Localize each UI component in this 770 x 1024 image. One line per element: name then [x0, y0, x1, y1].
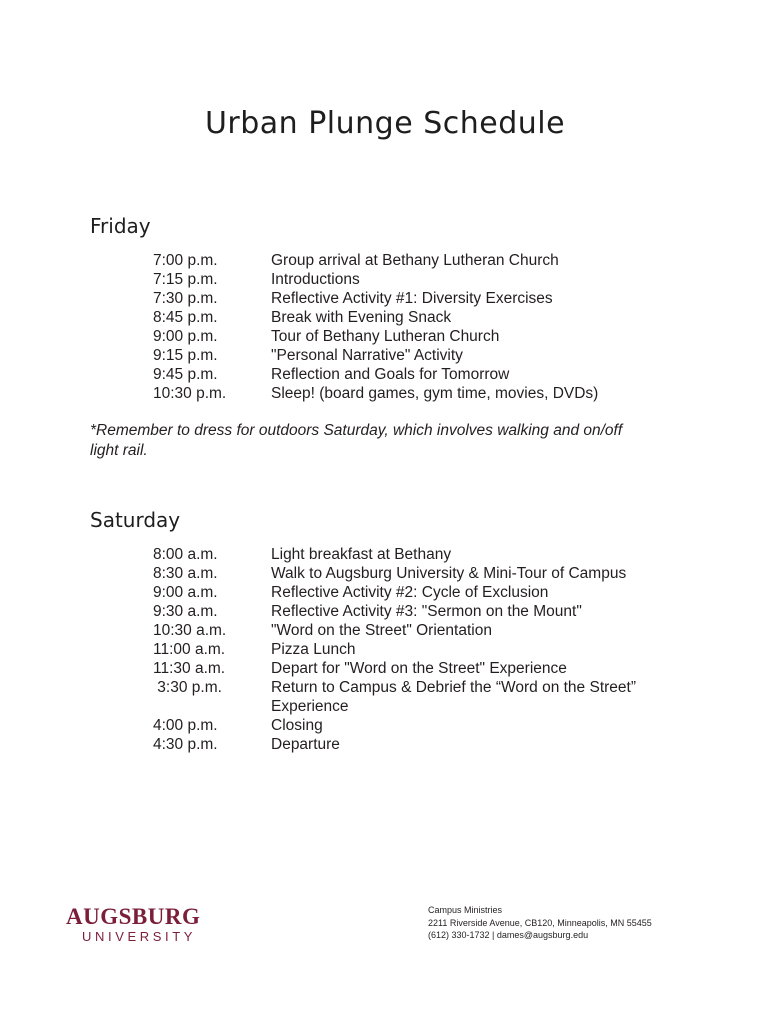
schedule-time: 8:00 a.m. — [153, 546, 218, 563]
contact-department: Campus Ministries — [428, 905, 503, 915]
schedule-time: 11:30 a.m. — [153, 660, 226, 677]
schedule-row — [153, 602, 713, 621]
schedule-row — [153, 735, 713, 754]
schedule-row — [153, 564, 713, 583]
schedule-row — [153, 640, 713, 659]
schedule-row — [153, 308, 713, 327]
schedule-time: 7:15 p.m. — [153, 271, 218, 288]
schedule-desc: Reflection and Goals for Tomorrow — [271, 366, 510, 383]
schedule-desc: Tour of Bethany Lutheran Church — [271, 328, 500, 345]
logo-wordmark: AUGSBURG — [66, 904, 201, 929]
saturday-heading: Saturday — [90, 508, 181, 532]
friday-heading: Friday — [90, 214, 151, 238]
schedule-desc: Reflective Activity #3: "Sermon on the Mount" — [271, 603, 582, 620]
page-title: Urban Plunge Schedule — [204, 106, 566, 141]
schedule-row — [153, 621, 713, 640]
schedule-row — [153, 678, 713, 716]
schedule-time: 9:15 p.m. — [153, 347, 218, 364]
schedule-time: 9:00 p.m. — [153, 328, 218, 345]
schedule-desc: Break with Evening Snack — [271, 309, 452, 326]
schedule-time: 10:30 a.m. — [153, 622, 227, 639]
friday-schedule — [153, 251, 713, 403]
schedule-row — [153, 251, 713, 270]
schedule-row — [153, 659, 713, 678]
saturday-schedule — [153, 545, 713, 754]
schedule-time: 4:30 p.m. — [153, 736, 218, 753]
schedule-time: 8:45 p.m. — [153, 309, 218, 326]
schedule-desc: Return to Campus & Debrief the “Word on the Street” Experience — [271, 679, 636, 715]
logo-subtitle: UNIVERSITY — [82, 929, 197, 944]
schedule-desc: Light breakfast at Bethany — [271, 546, 452, 563]
schedule-row — [153, 327, 713, 346]
schedule-time: 11:00 a.m. — [153, 641, 226, 658]
schedule-desc: Group arrival at Bethany Lutheran Church — [271, 252, 559, 269]
schedule-desc: Closing — [271, 717, 323, 734]
schedule-row — [153, 365, 713, 384]
schedule-desc: Reflective Activity #1: Diversity Exercises — [271, 290, 553, 307]
schedule-desc: Sleep! (board games, gym time, movies, DVDs) — [271, 385, 599, 402]
schedule-desc: "Personal Narrative" Activity — [271, 347, 463, 364]
schedule-desc: Walk to Augsburg University & Mini-Tour of Campus — [271, 565, 627, 582]
augsburg-logo — [66, 905, 200, 945]
schedule-time: 8:30 a.m. — [153, 565, 218, 582]
schedule-desc: Introductions — [271, 271, 360, 288]
schedule-row — [153, 289, 713, 308]
schedule-row — [153, 716, 713, 735]
schedule-time: 7:30 p.m. — [153, 290, 218, 307]
schedule-row — [153, 583, 713, 602]
contact-address: 2211 Riverside Avenue, CB120, Minneapolis, MN 55455 — [428, 917, 652, 928]
schedule-time: 10:30 p.m. — [153, 385, 227, 402]
schedule-desc: Pizza Lunch — [271, 641, 356, 658]
schedule-row — [153, 384, 713, 403]
schedule-time: 3:30 p.m. — [153, 679, 222, 696]
contact-phone-email: (612) 330-1732 | dames@augsburg.edu — [428, 930, 589, 940]
schedule-time: 9:30 a.m. — [153, 603, 218, 620]
schedule-time: 9:00 a.m. — [153, 584, 218, 601]
contact-block — [428, 904, 652, 942]
schedule-time: 9:45 p.m. — [153, 366, 218, 383]
schedule-time: 7:00 p.m. — [153, 252, 218, 269]
schedule-row — [153, 270, 713, 289]
schedule-row — [153, 545, 713, 564]
schedule-desc: Reflective Activity #2: Cycle of Exclusion — [271, 584, 549, 601]
schedule-row — [153, 346, 713, 365]
schedule-desc: Departure — [271, 736, 340, 753]
schedule-desc: "Word on the Street" Orientation — [271, 622, 492, 639]
schedule-time: 4:00 p.m. — [153, 717, 218, 734]
schedule-desc: Depart for "Word on the Street" Experience — [271, 660, 567, 677]
friday-note: *Remember to dress for outdoors Saturday, which involves walking and on/off light rail. — [90, 422, 623, 459]
